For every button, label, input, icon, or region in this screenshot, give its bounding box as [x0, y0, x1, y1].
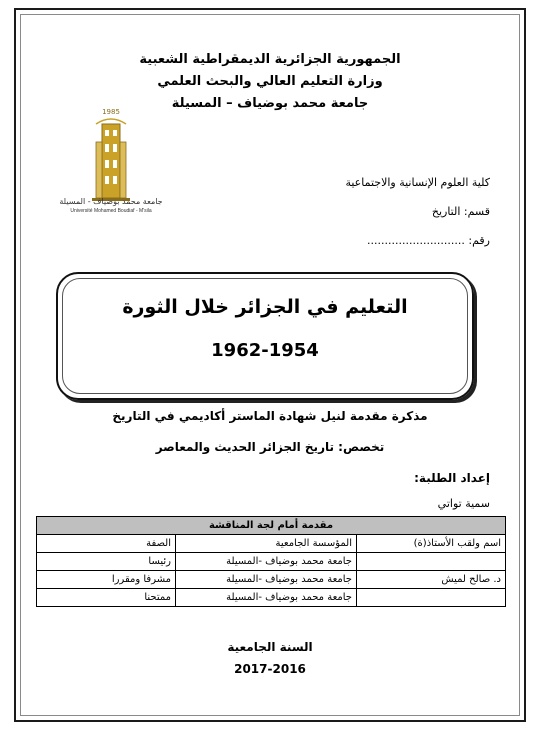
number-line: رقم: ............................: [367, 234, 490, 247]
header-name: اسم ولقب الأستاذ(ة): [357, 535, 506, 553]
table-row: [37, 589, 506, 607]
faculty-line: كلية العلوم الإنسانية والاجتماعية: [345, 176, 490, 189]
member-role: رئيسا: [37, 553, 176, 571]
memoir-note: مذكرة مقدمة لنيل شهادة الماستر أكاديمي في التاريخ: [112, 409, 428, 423]
member-name: [357, 589, 506, 607]
academic-year-label: السنة الجامعية: [227, 640, 313, 654]
student-name: سمية تواتي: [437, 497, 490, 510]
document-page: [14, 8, 526, 722]
member-role: مشرفا ومقررا: [37, 571, 176, 589]
member-name: د. صالح لميش: [357, 571, 506, 589]
logo-tower-icon: [56, 114, 166, 204]
table-row: [37, 571, 506, 589]
member-role: ممتحنا: [37, 589, 176, 607]
logo-year: 1985: [102, 108, 120, 116]
republic-line: الجمهورية الجزائرية الديمقراطية الشعبية: [139, 52, 401, 67]
ministry-line: وزارة التعليم العالي والبحث العلمي: [157, 74, 383, 89]
logo-latin-name: Université Mohamed Boudiaf - M'sila: [70, 208, 152, 214]
header-institution: المؤسسة الجامعية: [176, 535, 357, 553]
header-role: الصفة: [37, 535, 176, 553]
thesis-title: التعليم في الجزائر خلال الثورة: [122, 296, 408, 318]
department-line: قسم: التاريخ: [431, 205, 490, 218]
thesis-years: 1962-1954: [211, 340, 319, 361]
committee-header-row: [37, 535, 506, 553]
member-name: [357, 553, 506, 571]
committee-caption: مقدمة أمام لجة المناقشة: [37, 517, 506, 535]
table-row: [37, 553, 506, 571]
member-institution: جامعة محمد بوضياف -المسيلة: [176, 589, 357, 607]
committee-table: [36, 516, 506, 607]
prepared-by-label: إعداد الطلبة:: [414, 471, 490, 485]
member-institution: جامعة محمد بوضياف -المسيلة: [176, 553, 357, 571]
academic-year-value: 2017-2016: [234, 662, 306, 676]
title-box: [56, 272, 474, 400]
specialty-line: تخصص: تاريخ الجزائر الحديث والمعاصر: [155, 440, 385, 454]
member-institution: جامعة محمد بوضياف -المسيلة: [176, 571, 357, 589]
university-line: جامعة محمد بوضياف – المسيلة: [171, 96, 369, 111]
committee-caption-row: [37, 517, 506, 535]
university-logo: [56, 106, 166, 226]
logo-arabic-name: جامعة محمد بوضياف - المسيلة: [59, 197, 163, 206]
